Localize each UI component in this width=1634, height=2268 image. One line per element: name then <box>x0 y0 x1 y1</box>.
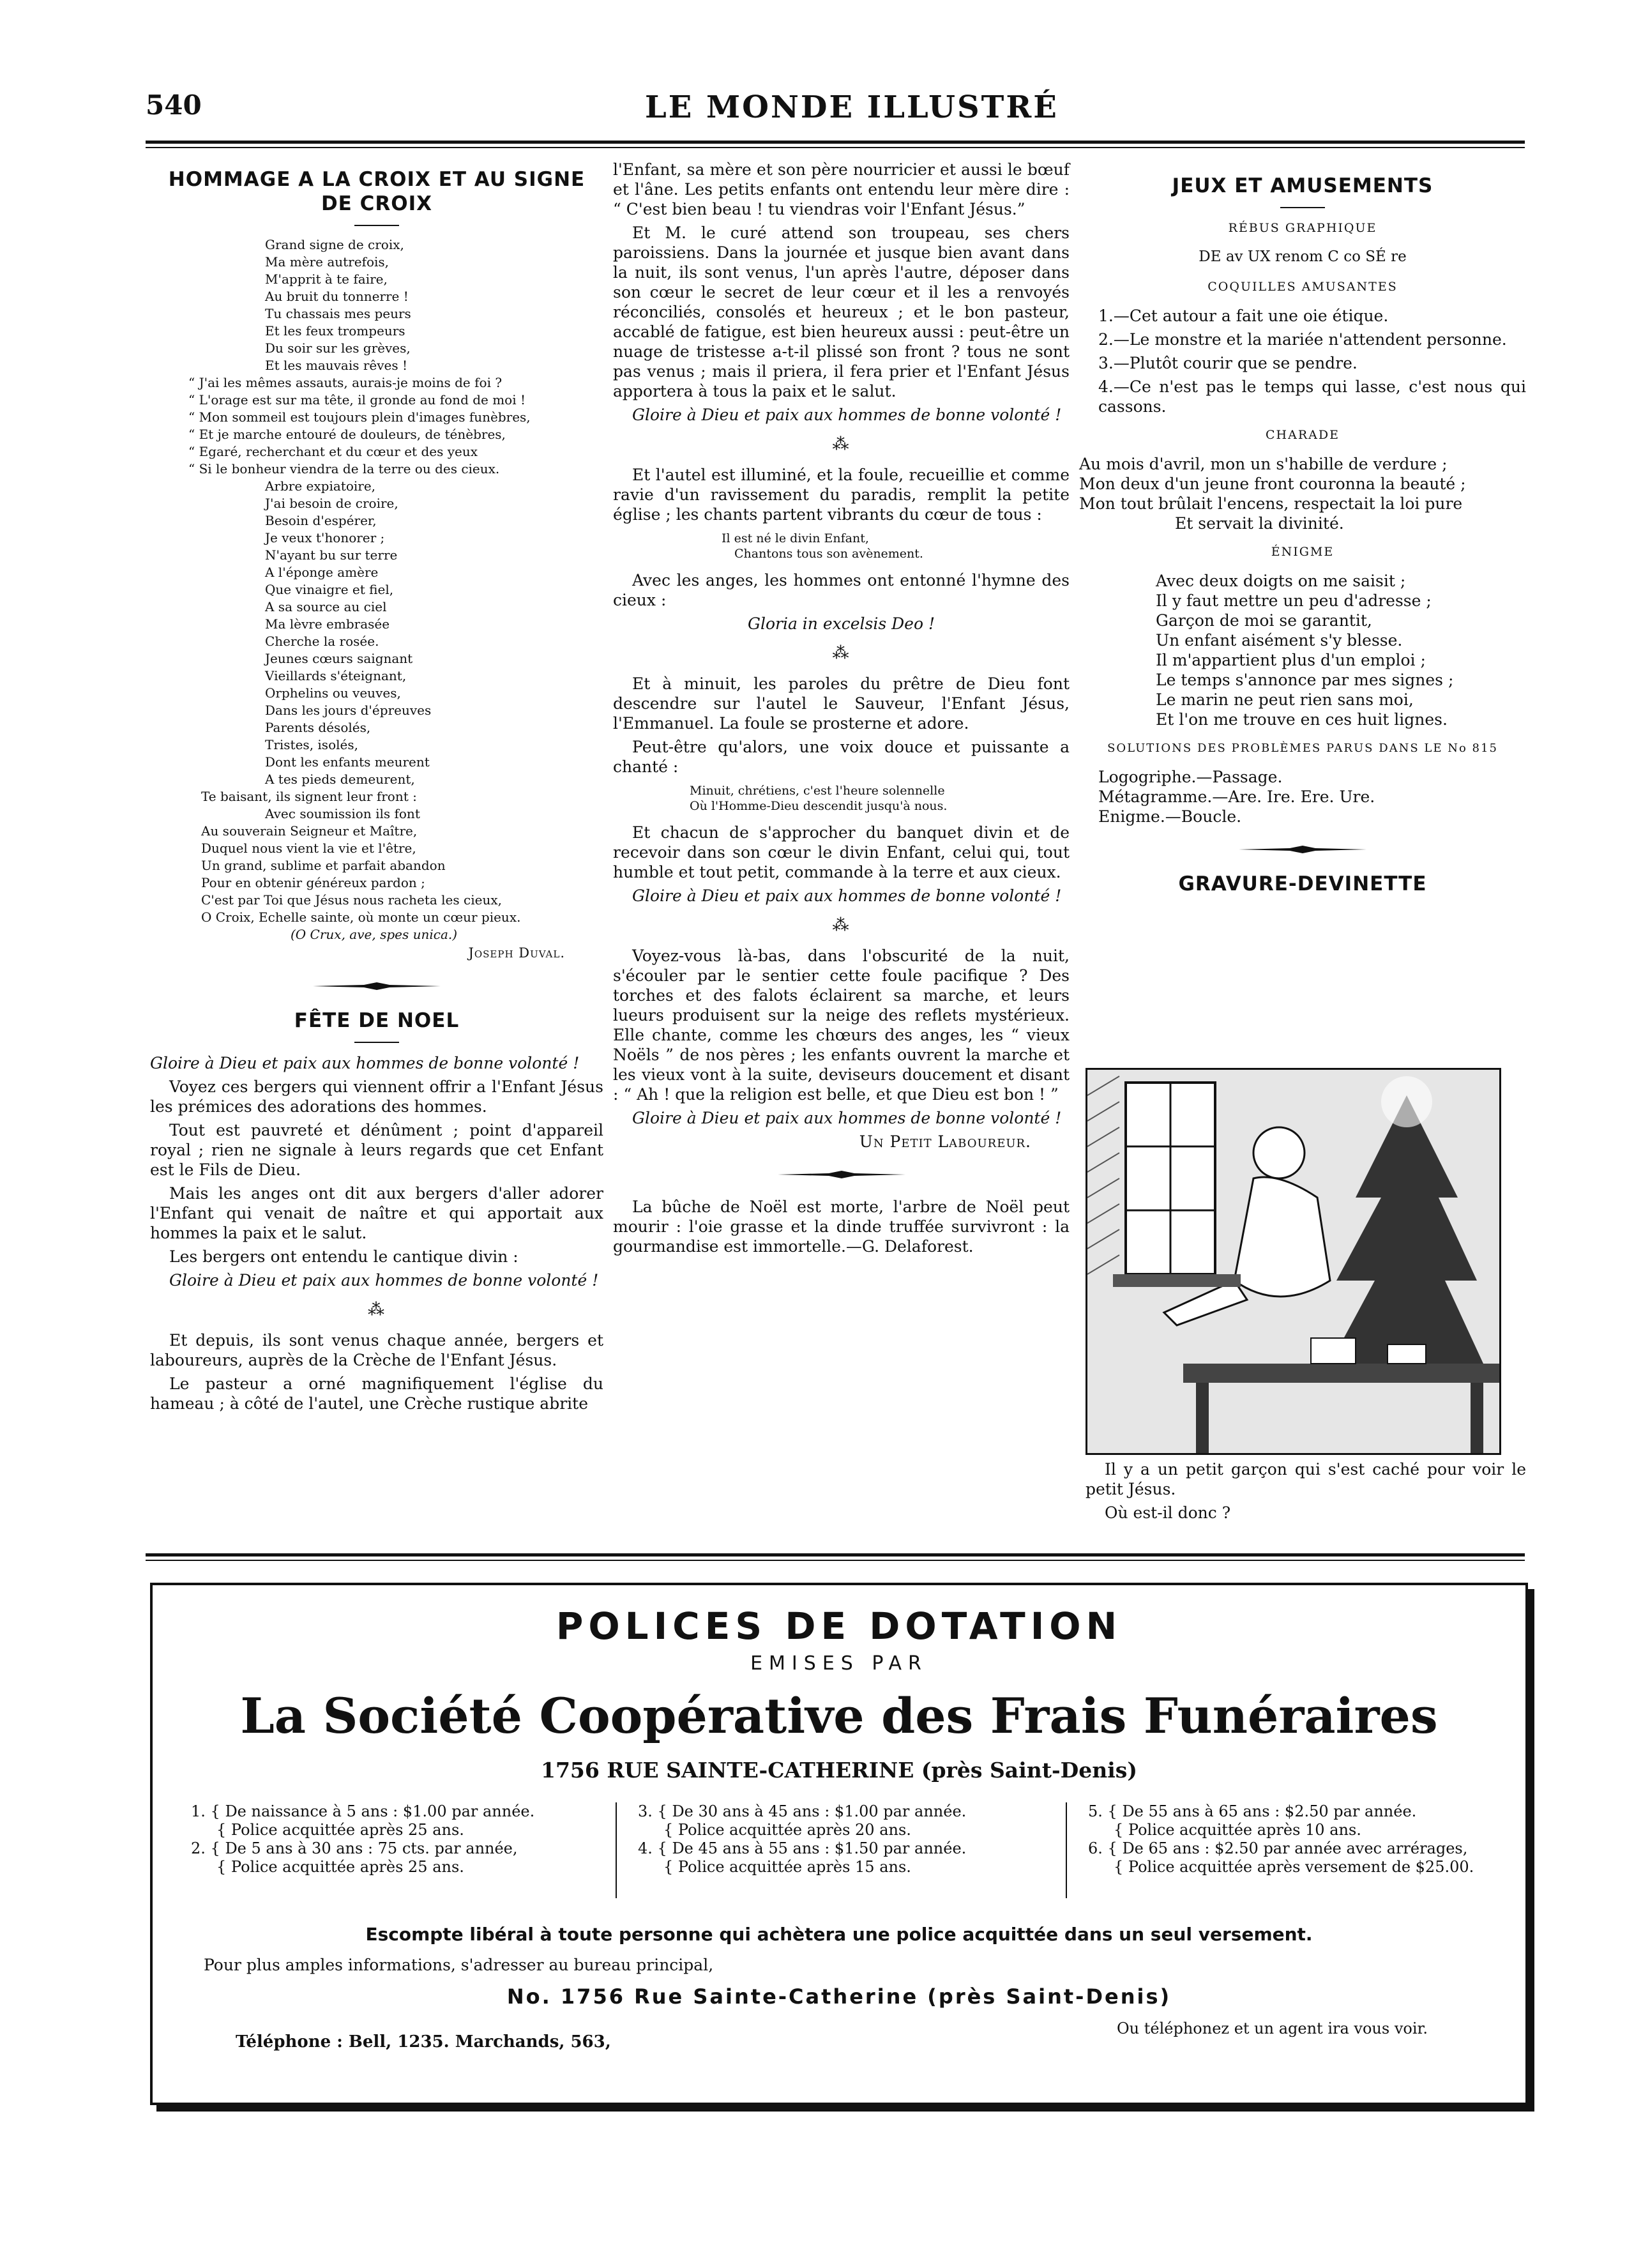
poem-line: “ J'ai les mêmes assauts, aurais-je moins de foi ? <box>188 375 503 390</box>
plan-item: 1. { De naissance à 5 ans : $1.00 par année. <box>191 1802 535 1820</box>
section-rule <box>146 1553 1525 1556</box>
ad-call-note: Ou téléphonez et un agent ira vous voir. <box>1117 2020 1428 2037</box>
poem-signature: Joseph Duval. <box>468 945 565 961</box>
paragraph: l'Enfant, sa mère et son père nourricier et aussi le bœuf et l'âne. Les petits enfants ont entendu leur mère dire : “ C'est bien beau ! tu viendras voir l'Enfant Jésus.” <box>613 160 1070 218</box>
ornament-divider <box>613 1164 1070 1184</box>
poem-line: Te baisant, ils signent leur front : <box>201 789 417 804</box>
plan-item: 2. { De 5 ans à 30 ans : 75 cts. par année, <box>191 1839 518 1857</box>
ad-society-name: La Société Coopérative des Frais Funéraires <box>240 1687 1438 1744</box>
poem-line: Besoin d'espérer, <box>265 513 377 528</box>
poem-line: Grand signe de croix, <box>265 237 404 252</box>
plan-item: 6. { De 65 ans : $2.50 par année avec arrérages, <box>1088 1839 1468 1857</box>
poem-line: J'ai besoin de croire, <box>265 496 398 511</box>
solutions: Logogriphe.—Passage. Métagramme.—Are. Ire. Ere. Ure. Enigme.—Boucle. <box>1098 768 1375 826</box>
plan-item: { Police acquittée après 25 ans. <box>216 1858 464 1876</box>
poem-line: Un grand, sublime et parfait abandon <box>201 858 446 873</box>
section-rule-thin <box>146 1560 1525 1561</box>
ad-street-address: No. 1756 Rue Sainte-Catherine (près Saint-Denis) <box>506 1984 1172 2009</box>
paragraph: Voyez ces bergers qui viennent offrir a l'Enfant Jésus les prémices des adorations des hommes. <box>150 1077 603 1116</box>
poem-line: Au souverain Seigneur et Maître, <box>201 823 418 839</box>
asterism: ⁂ <box>832 916 851 935</box>
paragraph: Gloire à Dieu et paix aux hommes de bonne volonté ! <box>632 887 1062 905</box>
ad-telephone: Téléphone : Bell, 1235. Marchands, 563, <box>236 2032 611 2051</box>
plan-item: { Police acquittée après 25 ans. <box>216 1821 464 1839</box>
poem-line: Ma mère autrefois, <box>265 254 390 270</box>
poem-line: A sa source au ciel <box>265 599 387 614</box>
ad-info: Pour plus amples informations, s'adresser au bureau principal, <box>204 1956 714 1974</box>
poem-line: A l'éponge amère <box>265 565 379 580</box>
poem-line: A tes pieds demeurent, <box>265 772 415 787</box>
paragraph: Avec les anges, les hommes ont entonné l'hymne des cieux : <box>613 571 1070 609</box>
plan-group <box>1088 1802 1474 1876</box>
paragraph: Et M. le curé attend son troupeau, ses chers paroissiens. Dans la journée et jusque bien avant dans la nuit, ils sont venus, l'un après l'autre, déposer dans son cœur le secret de leur cœur et il les a renvoyés réconciliés, consolés et heureux ; et le bon pasteur, accablé de fatigue, est bien heureux aussi : peut-être un nuage de tristesse a-t-il plissé son front ? tous ne sont pas venus ; mais il priera, il fera prier et l'Enfant Jésus apportera à tous la paix et le salut. <box>613 224 1070 400</box>
ad-subtitle: EMISES PAR <box>750 1652 928 1675</box>
list-item: 2.—Le monstre et la mariée n'attendent personne. <box>1098 330 1507 349</box>
poem-line: Et les mauvais rêves ! <box>265 358 408 373</box>
plan-group <box>638 1802 966 1876</box>
asterism: ⁂ <box>832 644 851 663</box>
hymn-quote: Il est né le divin Enfant, Chantons tous son avènement. <box>722 531 923 561</box>
list-item: 3.—Plutôt courir que se pendre. <box>1098 354 1358 372</box>
solutions-heading: SOLUTIONS DES PROBLÈMES PARUS DANS LE No 815 <box>1107 742 1498 755</box>
gravure-caption: Il y a un petit garçon qui s'est caché pour voir le petit Jésus. Où est-il donc ? <box>1086 1460 1526 1522</box>
engraving-illustration <box>1086 1068 1501 1455</box>
paragraph: Gloire à Dieu et paix aux hommes de bonne volonté ! <box>169 1271 599 1290</box>
paragraph: Tout est pauvreté et dénûment ; point d'appareil royal ; rien ne signale à leurs regards que cet Enfant est le Fils de Dieu. <box>150 1121 603 1179</box>
ad-discount-note: Escompte libéral à toute personne qui achètera une police acquittée dans un seul versement. <box>365 1924 1313 1945</box>
poem-line: Je veux t'honorer ; <box>265 530 385 545</box>
poem-line: “ Et je marche entouré de douleurs, de ténèbres, <box>188 427 506 442</box>
plan-separator <box>616 1802 617 1898</box>
plan-item: { Police acquittée après 20 ans. <box>663 1821 911 1839</box>
poem-line: N'ayant bu sur terre <box>265 547 398 563</box>
asterism: ⁂ <box>832 435 851 454</box>
title-divider <box>354 225 399 226</box>
list-item: 4.—Ce n'est pas le temps qui lasse, c'est nous qui cassons. <box>1098 377 1526 416</box>
poem-line: Avec soumission ils font <box>265 806 420 821</box>
poem-line: Tristes, isolés, <box>265 737 358 752</box>
poem-line: Tu chassais mes peurs <box>265 306 411 321</box>
paragraph: Gloire à Dieu et paix aux hommes de bonne volonté ! <box>632 1109 1062 1127</box>
paragraph: Gloire à Dieu et paix aux hommes de bonne volonté ! <box>150 1054 580 1072</box>
article-title-noel: FÊTE DE NOEL <box>294 1009 460 1032</box>
poem-line: Et les feux trompeurs <box>265 323 405 339</box>
article-title-croix: HOMMAGE A LA CROIX ET AU SIGNE DE CROIX <box>168 168 586 215</box>
plan-item: { Police acquittée après versement de $25.00. <box>1114 1858 1474 1876</box>
poem <box>188 236 603 943</box>
poem-line: Duquel nous vient la vie et l'être, <box>201 841 416 856</box>
paragraph: Les bergers ont entendu le cantique divin : <box>169 1247 518 1266</box>
paragraph: Et depuis, ils sont venus chaque année, bergers et laboureurs, auprès de la Crèche de l'Enfant Jésus. <box>150 1331 603 1369</box>
column-1 <box>150 167 603 1417</box>
paragraph: Et à minuit, les paroles du prêtre de Dieu font descendre sur l'autel le Sauveur, l'Enfant Jésus, l'Emmanuel. La foule se prosterne et adore. <box>613 674 1070 733</box>
ornament-divider <box>150 976 603 996</box>
poem-line: Arbre expiatoire, <box>265 478 376 494</box>
poem-line: Ma lèvre embrasée <box>265 616 390 632</box>
header-rule <box>146 141 1525 144</box>
plan-separator <box>1066 1802 1067 1898</box>
coquilles-heading: COQUILLES AMUSANTES <box>1207 280 1398 294</box>
ornament-divider <box>1079 839 1526 859</box>
poem-line: C'est par Toi que Jésus nous racheta les cieux, <box>201 892 502 908</box>
paragraph: Peut-être qu'alors, une voix douce et puissante a chanté : <box>613 738 1070 776</box>
plan-item: 4. { De 45 ans à 55 ans : $1.50 par année. <box>638 1839 967 1857</box>
poem-line: O Croix, Echelle sainte, où monte un cœur pieux. <box>201 909 521 925</box>
poem-line: Cherche la rosée. <box>265 634 379 649</box>
games-title: JEUX ET AMUSEMENTS <box>1172 174 1434 197</box>
paragraph: Mais les anges ont dit aux bergers d'aller adorer l'Enfant qui venait de naître et qui apportait aux hommes la paix et le salut. <box>150 1184 603 1242</box>
list-item: 1.—Cet autour a fait une oie étique. <box>1098 307 1389 325</box>
gravure-title: GRAVURE-DEVINETTE <box>1178 872 1427 895</box>
paragraph: La bûche de Noël est morte, l'arbre de Noël peut mourir : l'oie grasse et la dinde truffée survivront : la gourmandise est immortelle.—G. Delaforest. <box>613 1198 1070 1256</box>
poem-line: “ L'orage est sur ma tête, il gronde au fond de moi ! <box>188 392 526 407</box>
paragraph: Gloire à Dieu et paix aux hommes de bonne volonté ! <box>632 406 1062 424</box>
advertisement-box <box>150 1583 1528 2105</box>
poem-line: Dans les jours d'épreuves <box>265 703 432 718</box>
poem-line: “ Si le bonheur viendra de la terre ou des cieux. <box>188 461 500 476</box>
rebus: DE av UX renom C co SÉ re <box>1199 248 1407 265</box>
poem-line: Pour en obtenir généreux pardon ; <box>201 875 425 890</box>
rebus-heading: RÉBUS GRAPHIQUE <box>1228 221 1377 235</box>
poem-line: (O Crux, ave, spes unica.) <box>291 927 458 942</box>
enigme-heading: ÉNIGME <box>1271 545 1335 559</box>
poem-line: Jeunes cœurs saignant <box>265 651 413 666</box>
masthead: LE MONDE ILLUSTRÉ <box>645 89 1059 125</box>
title-divider <box>1280 207 1325 208</box>
ad-address: 1756 RUE SAINTE-CATHERINE (près Saint-Denis) <box>540 1758 1137 1783</box>
poem-line: “ Egaré, recherchant et du cœur et des yeux <box>188 444 478 459</box>
ad-title: POLICES DE DOTATION <box>556 1604 1123 1648</box>
plan-item: 5. { De 55 ans à 65 ans : $2.50 par année. <box>1088 1802 1417 1820</box>
plan-item: 3. { De 30 ans à 45 ans : $1.00 par année. <box>638 1802 967 1820</box>
poem-line: Au bruit du tonnerre ! <box>265 289 409 304</box>
poem-line: Dont les enfants meurent <box>265 754 430 770</box>
poem-line: Vieillards s'éteignant, <box>265 668 407 683</box>
column-3 <box>1079 174 1526 896</box>
enigme: Avec deux doigts on me saisit ; Il y faut mettre un peu d'adresse ; Garçon de moi se garantit, Un enfant aisément s'y blesse. Il m'appartient plus d'un emploi ; Le temps s'annonce par mes signes ; Le marin ne peut rien sans moi, Et l'on me trouve en ces huit lignes. <box>1156 572 1454 729</box>
paragraph: Le pasteur a orné magnifiquement l'église du hameau ; à côté de l'autel, une Crèche rustique abrite <box>150 1374 603 1413</box>
column-2 <box>613 160 1070 1260</box>
header-rule-thin <box>146 147 1525 148</box>
plan-item: { Police acquittée après 10 ans. <box>1114 1821 1361 1839</box>
gloria-line: Gloria in excelsis Deo ! <box>747 614 935 633</box>
poem-line: Que vinaigre et fiel, <box>265 582 394 597</box>
hymn-quote: Minuit, chrétiens, c'est l'heure solennelle Où l'Homme-Dieu descendit jusqu'à nous. <box>690 784 948 813</box>
plan-group <box>191 1802 534 1876</box>
charade: Au mois d'avril, mon un s'habille de verdure ; Mon deux d'un jeune front couronna la beauté ; Mon tout brûlait l'encens, respectait la loi pure Et servait la divinité. <box>1079 455 1466 533</box>
paragraph: Voyez-vous là-bas, dans l'obscurité de la nuit, s'écouler par le sentier cette foule pacifique ? Des torches et des falots éclairent sa marche, et leurs lueurs produisent sur la neige des reflets mystérieux. Elle chante, comme les chœurs des anges, les “ vieux Noëls ” de nos pères ; les enfants ouvrent la marche et les vieux vont à la suite, deviseurs doucement et disant : “ Ah ! que la religion est belle, et que Dieu est bon ! ” <box>613 947 1070 1104</box>
signature: Un Petit Laboureur. <box>859 1132 1031 1151</box>
paragraph: Et chacun de s'approcher du banquet divin et de recevoir dans son cœur le divin Enfant, celui qui, tout humble et tout petit, commande à la terre et aux cieux. <box>613 823 1070 881</box>
poem-line: Du soir sur les grèves, <box>265 340 411 356</box>
paragraph: Et l'autel est illuminé, et la foule, recueillie et comme ravie d'un ravissement du paradis, remplit la petite église ; les chants partent vibrants du cœur de tous : <box>613 466 1070 524</box>
title-divider <box>354 1042 399 1043</box>
poem-line: Orphelins ou veuves, <box>265 685 401 701</box>
charade-heading: CHARADE <box>1266 428 1340 442</box>
poem-line: M'apprit à te faire, <box>265 271 388 287</box>
poem-line: “ Mon sommeil est toujours plein d'images funèbres, <box>188 409 531 425</box>
page-number: 540 <box>146 89 202 121</box>
asterism: ⁂ <box>368 1300 386 1320</box>
poem-line: Parents désolés, <box>265 720 371 735</box>
plan-item: { Police acquittée après 15 ans. <box>663 1858 911 1876</box>
